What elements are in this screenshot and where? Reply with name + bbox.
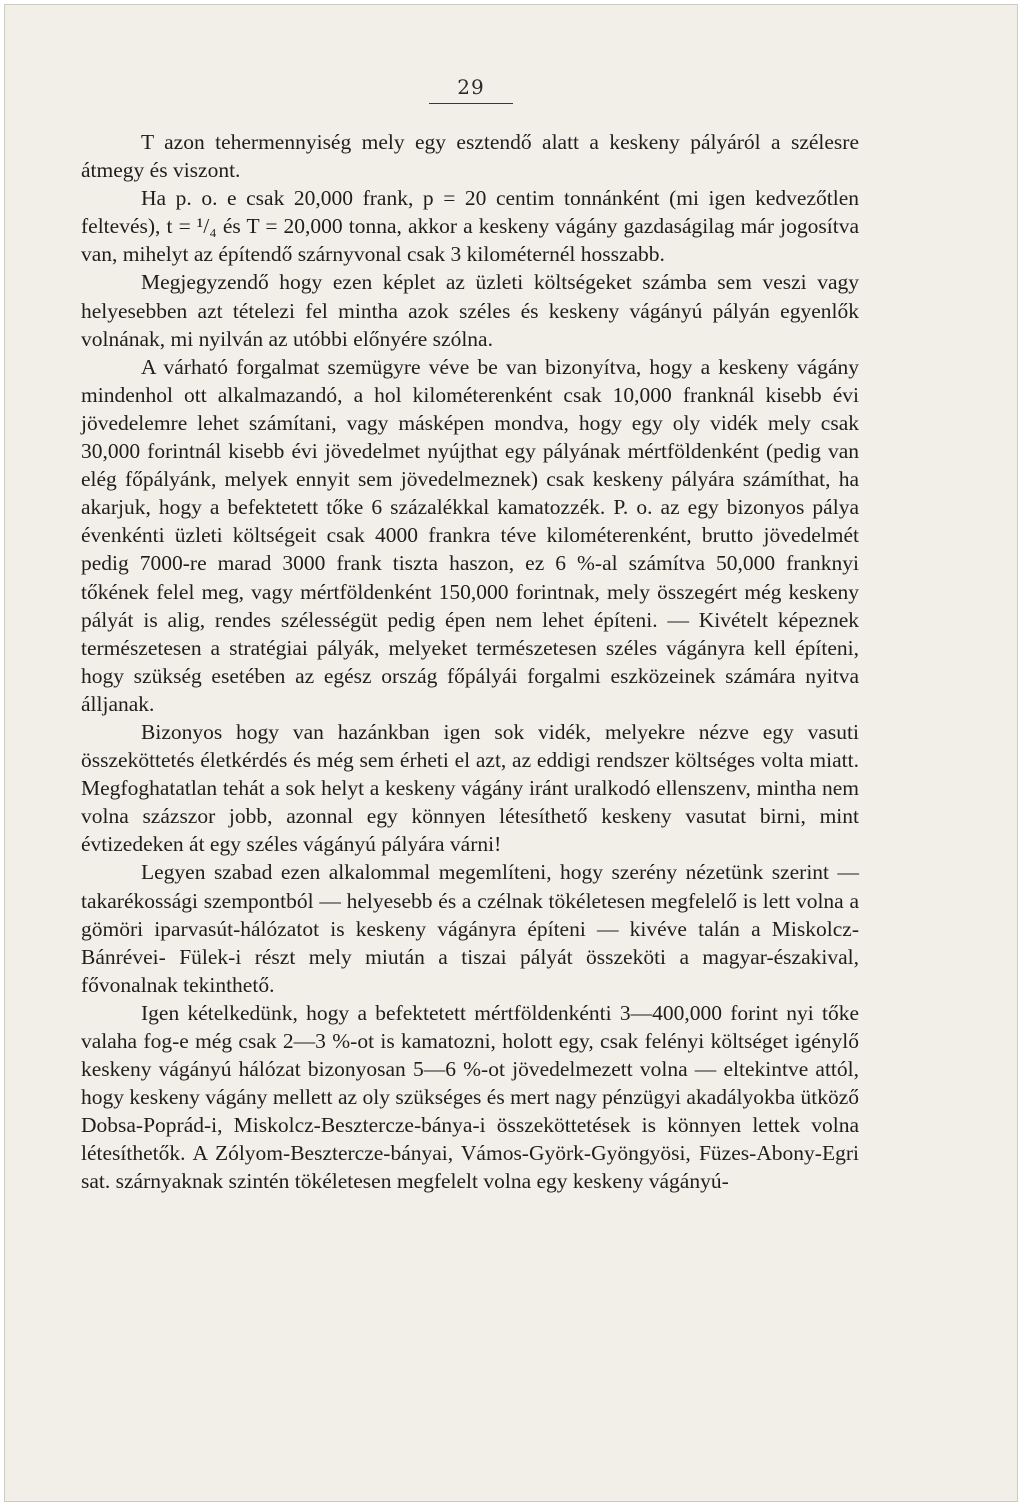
paragraph: A várható forgalmat szemügyre véve be van bizonyítva, hogy a keskeny vágány mindenhol ott alkalmazandó, a hol kilométerenként csak 10,000 franknál kisebb évi jövedelemre lehet számítani, vagy másképen mondva, hogy egy oly vidék mely csak 30,000 forintnál kisebb évi jövedelmet nyújthat egy pályának mértföldenként (pedig van elég főpályánk, melyek ennyit sem jövedelmeznek) csak keskeny pályára számíthat, ha akarjuk, hogy a befektetett tőke 6 százalékkal kamatozzék. P. o. az egy bizonyos pálya évenkénti üzleti költségeit csak 4000 frankra téve kilométerenként, brutto jövedelmét pedig 7000-re marad 3000 frank tiszta haszon, ez 6 %-al számítva 50,000 franknyi tőkének felel meg, vagy mértföldenként 150,000 forintnak, mely összegért még keskeny pályát is alig, rendes szélességüt pedig épen nem lehet építeni. — Kivételt képeznek természetesen a stratégiai pályák, melyeket természetesen széles vágányra kell építeni, hogy szükség esetében az egész ország főpályái forgalmi eszközeinek számára nyitva álljanak. <box>81 354 859 716</box>
page-number-rule <box>429 103 513 104</box>
paragraph: Legyen szabad ezen alkalommal megemlíteni, hogy szerény nézetünk szerint — takarékossági szempontból — helyesebb és a czélnak tökéletesen megfelelő is lett volna a gömöri iparvasút-hálózatot is keskeny vágányra építeni — kivéve talán a Miskolcz-Bánrévei- Fülek-i részt mely miután a tiszai pályát összeköti a magyar-északival, fővonalnak tekinthető. <box>81 860 859 997</box>
paragraph: T azon tehermennyiség mely egy esztendő alatt a keskeny pályáról a szélesre átmegy és viszont. <box>81 130 859 183</box>
scanned-page <box>4 4 1018 1502</box>
paragraph: Megjegyzendő hogy ezen képlet az üzleti költségeket számba sem veszi vagy helyesebben azt tételezi fel mintha azok széles és keskeny vágányú pályán egyenlők volnának, mi nyilván az utóbbi előnyére szólna. <box>81 270 859 351</box>
page-number: 29 <box>457 75 485 99</box>
paragraph: Ha p. o. e csak 20,000 frank, p = 20 centim tonnánként (mi igen kedvezőtlen feltevés), t = ¹/₄ és T = 20,000 tonna, akkor a keskeny vágány gazdaságilag már jogosítva van, mihelyt az építendő szárnyvonal csak 3 kilométernél hosszabb. <box>81 186 859 267</box>
paragraph: Igen kételkedünk, hogy a befektetett mértföldenkénti 3—400,000 forint nyi tőke valaha fog-e még csak 2—3 %-ot is kamatozni, holott egy, csak felényi költséget igénylő keskeny vágányú hálózat bizonyosan 5—6 %-ot jövedelmezett volna — eltekintve attól, hogy keskeny vágány mellett az oly szükséges és mert nagy pénzügyi akadályokba ütköző Dobsa-Poprád-i, Miskolcz-Besztercze-bánya-i összeköttetések is könnyen lettek volna létesíthetők. A Zólyom-Besztercze-bányai, Vámos-Györk-Gyöngyösi, Füzes-Abony-Egri sat. szárnyaknak szintén tökéletesen megfelelt volna egy keskeny vágányú- <box>81 1000 859 1194</box>
body-text <box>81 128 859 1196</box>
paragraph: Bizonyos hogy van hazánkban igen sok vidék, melyekre nézve egy vasuti összeköttetés életkérdés és még sem érheti el azt, az eddigi rendszer költséges volta miatt. Megfoghatatlan tehát a sok helyt a keskeny vágány iránt uralkodó ellenszenv, mintha nem volna százszor jobb, azonnal egy könnyen létesíthető keskeny vasutat birni, mint évtizedeken át egy széles vágányú pályára várni! <box>81 719 859 857</box>
